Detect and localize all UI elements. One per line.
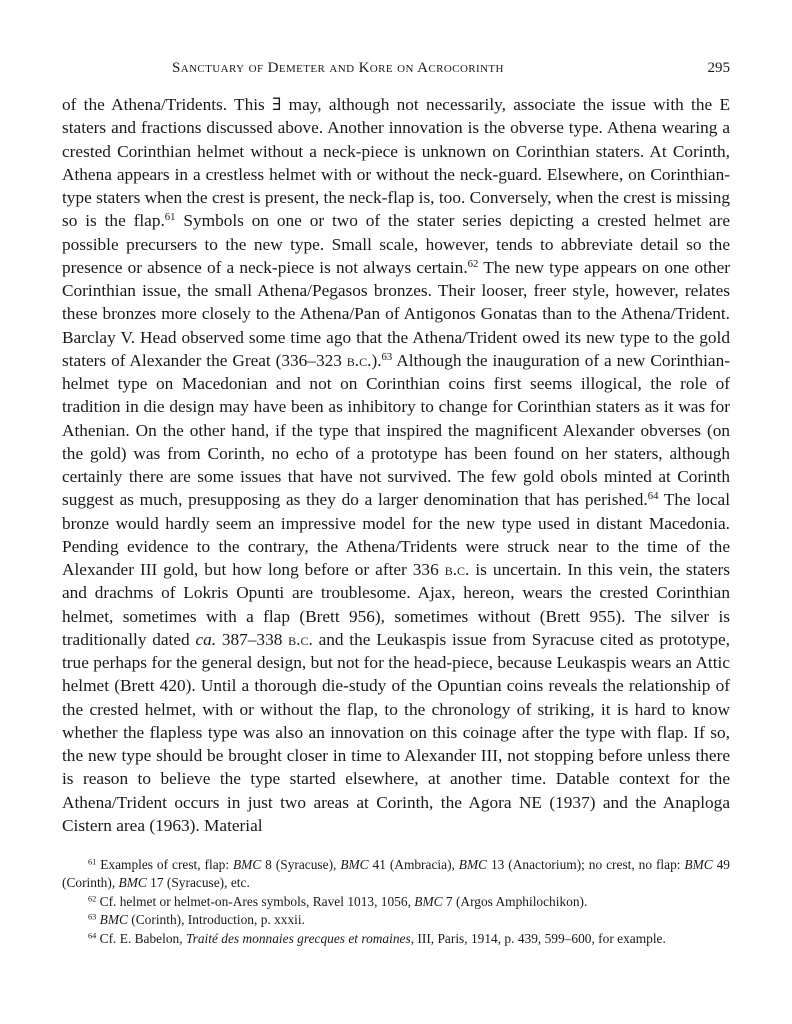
footnote-61 — [62, 856, 730, 893]
footnote-62 — [62, 893, 730, 911]
footnotes — [62, 856, 730, 948]
footnote-number: 64 — [88, 931, 97, 941]
footnote-ref-63: 63 — [381, 350, 393, 363]
footnote-ref-64: 64 — [647, 490, 659, 503]
body-text-segment: is uncertain. In this vein, the staters and drachms of Lokris Opunti are troublesome. Ajax, hereon, wears the crested Corinthian helmet, sometimes with a flap (Brett 956), sometimes without (Brett 955). The silver is traditionally dated — [62, 560, 730, 649]
footnote-ref-62: 62 — [467, 257, 479, 270]
body-text-segment: 387–338 — [216, 629, 289, 649]
body-text-segment: Symbols on one or two of the stater series depicting a crested helmet are possible precursers to the new type. Small scale, however, tends to abbreviate detail so the presence or absence of a neck-piece is not always certain. — [62, 211, 731, 277]
footnote-number: 61 — [88, 857, 97, 867]
era-abbreviation: b.c. — [288, 629, 313, 649]
footnote-text: Cf. helmet or helmet-on-Ares symbols, Ravel 1013, 1056, — [96, 893, 415, 909]
footnote-text: Examples of crest, flap: — [96, 857, 233, 872]
book-title: Traité des monnaies grecques et romaines — [185, 930, 411, 946]
bmc-citation: BMC — [118, 875, 147, 891]
footnote-text: , III, Paris, 1914, p. 439, 599–600, for example. — [410, 930, 666, 946]
bmc-citation: BMC — [414, 893, 443, 909]
bmc-citation: BMC — [340, 857, 369, 872]
bmc-citation: BMC — [684, 857, 713, 872]
footnote-text: 49 (Corinth), — [62, 857, 730, 891]
bmc-citation: BMC — [99, 912, 128, 928]
footnote-63 — [62, 911, 730, 929]
running-head: Sanctuary of Demeter and Kore on Acrocorinth — [172, 60, 504, 76]
page-header — [62, 60, 730, 82]
body-paragraph — [62, 93, 730, 837]
footnote-text: 13 (Anactorium); no crest, no flap: — [487, 857, 685, 872]
body-text-segment: ). — [371, 350, 382, 370]
footnote-text: 8 (Syracuse), — [261, 857, 341, 872]
footnote-text: 17 (Syracuse), etc. — [146, 875, 250, 891]
footnote-text: 41 (Ambracia), — [368, 857, 459, 872]
body-text-segment: The new type appears on one other Corinthian issue, the small Athena/Pegasos bronzes. Their looser, freer style, however, relates these bronzes more closely to the Athena/Pan of Antigonos Gonatas than to the Athena/Trident. Barclay V. Head observed some time ago that the Athena/Trident owed its new type to the gold staters of Alexander the Great (336–323 — [62, 257, 730, 370]
footnote-text: 7 (Argos Amphilochikon). — [442, 893, 588, 909]
era-abbreviation: b.c. — [346, 350, 372, 370]
bmc-citation: BMC — [233, 857, 262, 872]
body-text — [62, 93, 730, 837]
page-number: 295 — [707, 60, 730, 76]
body-text-segment: and the Leukaspis issue from Syracuse cited as prototype, true perhaps for the general design, but not for the head-piece, because Leukaspis wears an Attic helmet (Brett 420). Until a thorough die-study of the Opuntian coins reveals the relationship of the crested helmet, with or without the flap, to the chronology of striking, it is hard to know whether the flapless type was also an innovation on this coinage after the type with flap. If so, the new type should be brought closer in time to Alexander III, not stopping before unless there is reason to believe the type started elsewhere, at another time. Datable context for the Athena/Trident occurs in just two areas at Corinth, the Agora NE (1937) and the Anaploga Cistern area (1963). Material — [62, 629, 731, 835]
footnote-64 — [62, 930, 730, 948]
body-text-segment: Although the inauguration of a new Corinthian-helmet type on Macedonian and not on Corinthian coins first seems illogical, the role of tradition in die design may have been as inhibitory to change for Corinthian staters as it was for Athenian. On the other hand, if the type that inspired the magnificent Alexander obverses (on the gold) was from Corinth, no echo of a prototype has been found on her staters, although certainly there are some issues that have not survived. The few gold obols minted at Corinth suggest as much, presupposing as they do a larger denomination that has perished. — [62, 350, 730, 510]
body-text-segment: of the Athena/Tridents. This ∃ may, although not necessarily, associate the issue with the E staters and fractions discussed above. Another innovation is the obverse type. Athena wearing a crested Corinthian helmet without a neck-piece is unknown on Corinthian staters. At Corinth, Athena appears in a crestless helmet with or without the neck-guard. Elsewhere, on Corinthian-type staters when the crest is present, the neck-flap is, too. Conversely, when the crest is missing so is the flap. — [62, 95, 730, 231]
footnote-number: 63 — [88, 912, 97, 922]
body-text-segment: The local bronze would hardly seem an impressive model for the new type used in distant Macedonia. Pending evidence to the contrary, the Athena/Tridents were struck near to the time of the Alexander III gold, but how long before or after 336 — [62, 490, 731, 579]
footnote-ref-61: 61 — [164, 211, 176, 224]
era-abbreviation: b.c. — [444, 560, 470, 579]
footnote-text: Cf. E. Babelon, — [96, 930, 186, 946]
circa-abbreviation: ca. — [195, 629, 217, 649]
footnote-number: 62 — [88, 894, 97, 904]
bmc-citation: BMC — [458, 857, 488, 872]
footnote-text: (Corinth), Introduction, p. xxxii. — [127, 912, 305, 928]
